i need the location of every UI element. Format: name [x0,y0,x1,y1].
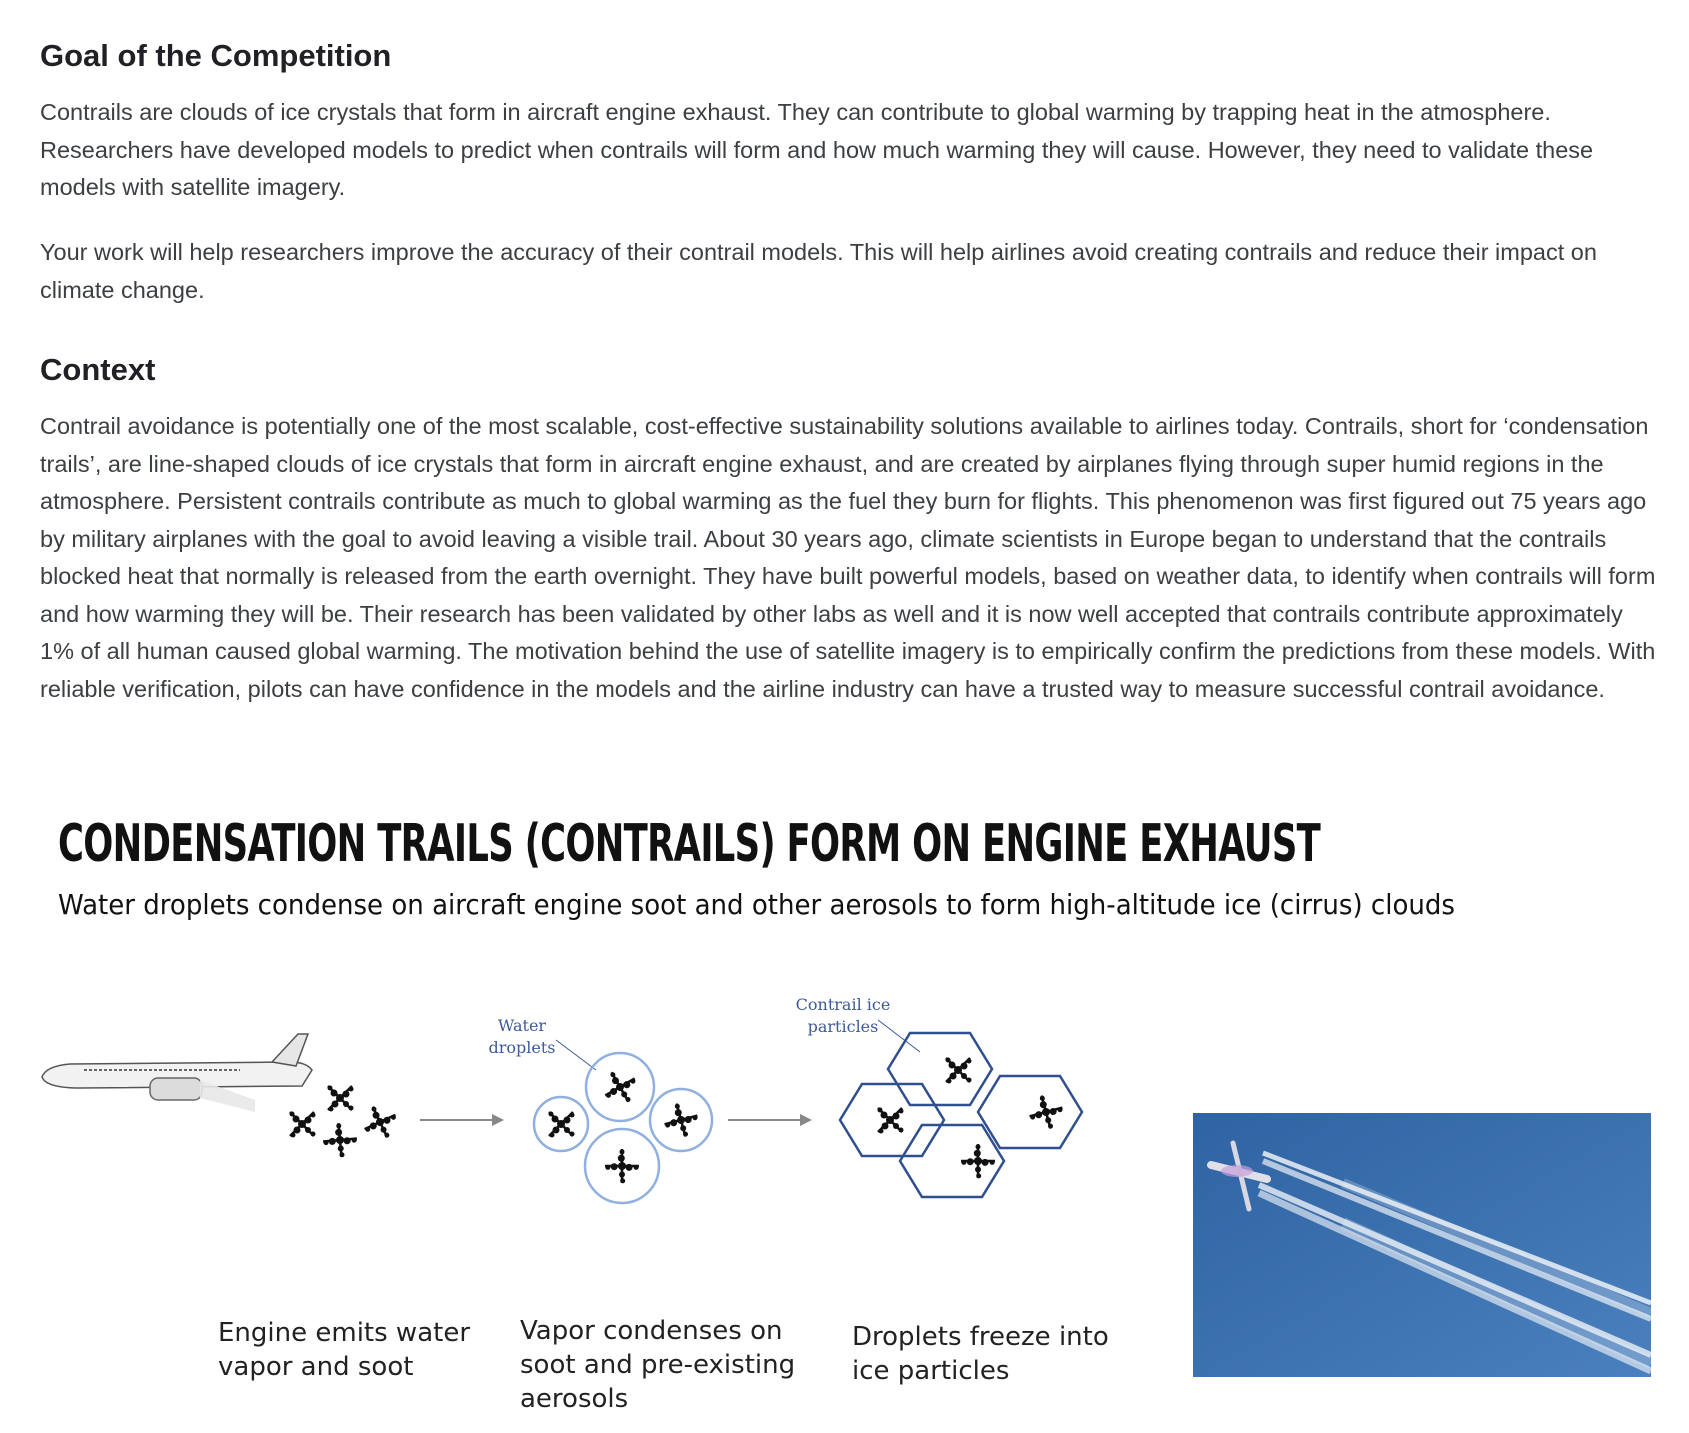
caption-vapor: Vapor condenses on soot and pre-existing aerosols [520,1316,796,1414]
context-heading: Context [40,352,156,387]
water-label-line-2: droplets [488,1038,556,1057]
figure-title: CONDENSATION TRAILS (CONTRAILS) FORM ON ENGINE EXHAUST [58,814,1321,874]
contrail-photo [1193,1113,1651,1377]
arrow-2 [728,1114,812,1126]
ice-label-line-1: Contrail ice [795,995,891,1014]
soot-particles-engine [290,1086,397,1160]
figure-subtitle: Water droplets condense on aircraft engine soot and other aerosols to form high-altitude ice (cirrus) clouds [58,888,1455,921]
arrow-1 [420,1114,504,1126]
goal-heading: Goal of the Competition [40,38,392,73]
caption-freeze: Droplets freeze into ice particles [852,1322,1109,1386]
contrail-formation-figure [40,800,1660,1420]
ice-label-line-2: particles [807,1017,879,1036]
water-label-line-1: Water [497,1016,547,1035]
water-droplets [534,1053,712,1203]
goal-paragraph-1: Contrails are clouds of ice crystals that form in aircraft engine exhaust. They can contribute to global warming by trapping heat in the atmosphere. Researchers have developed models to predict when contrails will form and how much warming they will cause. However, they need to validate these models with satellite imagery. [40,99,1594,200]
airplane-illustration [42,1034,312,1112]
context-paragraph: Contrail avoidance is potentially one of the most scalable, cost-effective sustainability solutions available to airlines today. Contrails, short for ‘condensation trails’, are line-shaped clouds of ice crystals that form in aircraft engine exhaust, and are created by airplanes flying through super humid regions in the atmosphere. Persistent contrails contribute as much to global warming as the fuel they burn for flights. This phenomenon was first figured out 75 years ago by military airplanes with the goal to avoid leaving a visible trail. About 30 years ago, climate scientists in Europe began to understand that the contrails blocked heat that normally is released from the earth overnight. They have built powerful models, based on weather data, to identify when contrails will form and how warming they will be. Their research has been validated by other labs as well and it is now well accepted that contrails contribute approximately 1% of all human caused global warming. The motivation behind the use of satellite imagery is to empirically confirm the predictions from these models. With reliable verification, pilots can have confidence in the models and the airline industry can have a trusted way to measure successful contrail avoidance. [40,413,1656,702]
caption-engine: Engine emits water vapor and soot [218,1318,471,1382]
ice-particles [840,1033,1082,1197]
goal-paragraph-2: Your work will help researchers improve the accuracy of their contrail models. This will help airlines avoid creating contrails and reduce their impact on climate change. [40,239,1597,303]
